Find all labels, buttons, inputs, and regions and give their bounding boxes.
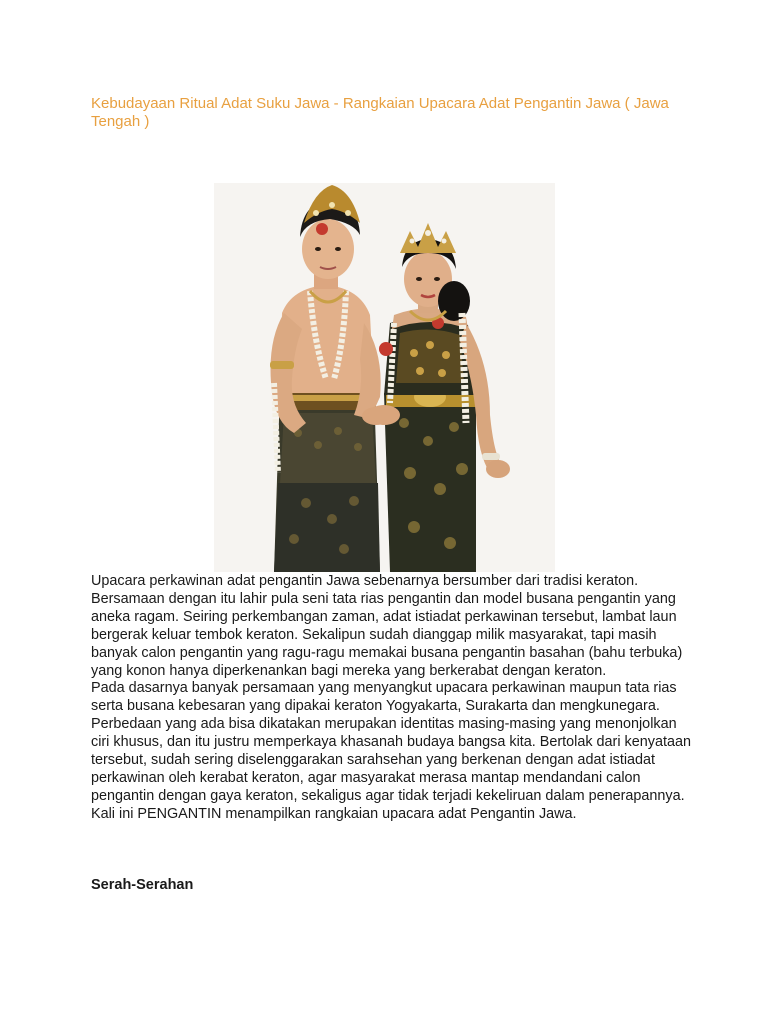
section-heading: Serah-Serahan bbox=[91, 877, 194, 893]
article-body bbox=[91, 573, 691, 824]
wedding-couple-photo bbox=[214, 183, 555, 572]
paragraph-intro: Upacara perkawinan adat pengantin Jawa sebenarnya bersumber dari tradisi keraton. Bersamaan dengan itu lahir pula seni tata rias pengantin dan model busana pengantin yang aneka ragam. Seiring perkembangan zaman, adat istiadat perkawinan tersebut, lambat laun bergerak keluar tembok keraton. Sekalipun sudah dianggap milik masyarakat, tapi masih banyak calon pengantin yang ragu-ragu memakai busana pengantin basahan (bahu terbuka) yang konon hanya diperkenankan bagi mereka yang berkerabat dengan keraton. bbox=[91, 573, 683, 679]
document-title: Kebudayaan Ritual Adat Suku Jawa - Rangkaian Upacara Adat Pengantin Jawa ( Jawa Tengah ) bbox=[91, 95, 669, 130]
paragraph-details: Pada dasarnya banyak persamaan yang menyangkut upacara perkawinan maupun tata rias serta busana kebesaran yang dipakai keraton Yogyakarta, Surakarta dan mengkunegara. Perbedaan yang ada bisa dikatakan merupakan identitas masing-masing yang menonjolkan ciri khusus, dan itu justru memperkaya khasanah budaya bangsa kita. Bertolak dari kenyataan tersebut, sudah sering diselenggarakan sarahsehan yang berkenan dengan adat istiadat perkawinan oleh kerabat keraton, agar masyarakat merasa mantap mendandani calon pengantin dengan gaya keraton, sekaligus agar tidak terjadi kekeliruan dalam penerapannya. Kali ini PENGANTIN menampilkan rangkaian upacara adat Pengantin Jawa. bbox=[91, 680, 691, 822]
